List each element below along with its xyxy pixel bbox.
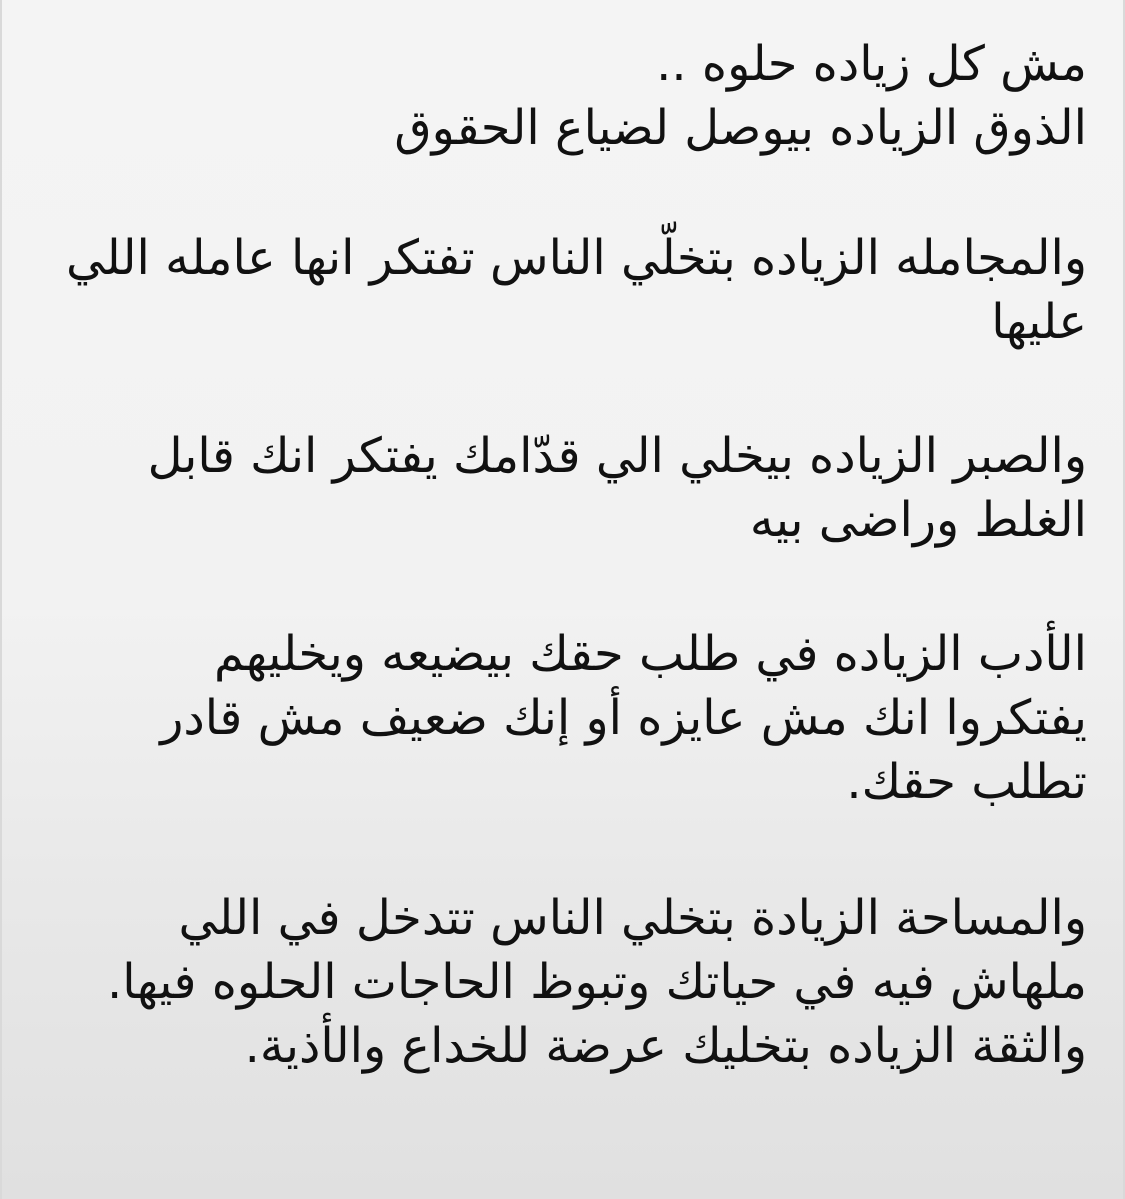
text-line: والثقة الزياده بتخليك عرضة للخداع والأذية. — [244, 1018, 1087, 1074]
paragraph-spacer — [47, 814, 1087, 886]
text-line: الغلط وراضى بيه — [749, 492, 1087, 548]
paragraph-3 — [47, 424, 1087, 552]
text-line: عليها — [991, 294, 1087, 350]
post-text — [47, 32, 1087, 1078]
paragraph-2 — [47, 226, 1087, 354]
text-line: الذوق الزياده بيوصل لضياع الحقوق — [394, 100, 1087, 156]
text-line: مش كل زياده حلوه .. — [656, 36, 1087, 92]
paragraph-5 — [47, 886, 1087, 1078]
paragraph-4 — [47, 622, 1087, 814]
paragraph-spacer — [47, 354, 1087, 424]
paragraph-spacer — [47, 552, 1087, 622]
text-line: تطلب حقك. — [846, 754, 1087, 810]
text-line: ملهاش فيه في حياتك وتبوظ الحاجات الحلوه فيها. — [107, 954, 1087, 1010]
paragraph-1 — [47, 32, 1087, 160]
text-line: يفتكروا انك مش عايزه أو إنك ضعيف مش قادر — [160, 690, 1087, 746]
text-line: الأدب الزياده في طلب حقك بيضيعه ويخليهم — [213, 626, 1087, 682]
text-line: والمساحة الزيادة بتخلي الناس تتدخل في اللي — [178, 890, 1087, 946]
paragraph-spacer — [47, 160, 1087, 226]
text-line: والصبر الزياده بيخلي الي قدّامك يفتكر انك قابل — [147, 428, 1087, 484]
text-line: والمجامله الزياده بتخلّي الناس تفتكر انها عامله اللي — [65, 230, 1087, 286]
